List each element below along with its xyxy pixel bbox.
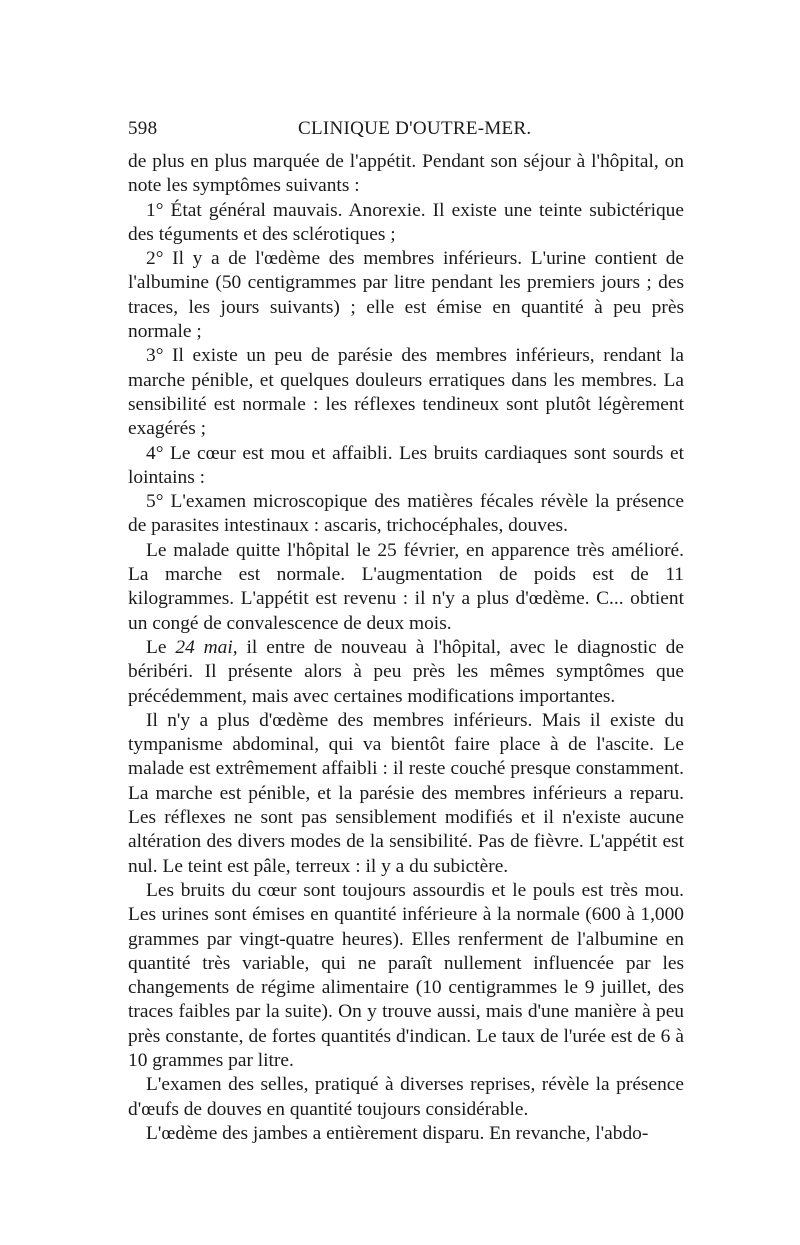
running-head [128,118,678,148]
paragraph: L'œdème des jambes a entièrement disparu. En revanche, l'abdo- [146,1122,649,1144]
running-title: CLINIQUE D'OUTRE-MER. [298,118,532,139]
paragraph: 5° L'examen microscopique des matières fécales révèle la présence de parasites intestinaux : ascaris, trichocéphales, douves. [128,491,684,537]
paragraph: 4° Le cœur est mou et affaibli. Les bruits cardiaques sont sourds et lointains : [128,442,684,488]
paragraph: Le malade quitte l'hôpital le 25 février, en apparence très amélioré. La marche est normale. L'augmentation de poids est de 11 kilogrammes. L'appétit est revenu : il n'y a plus d'œdème. C... obtient un congé de convalescence de deux mois. [128,539,684,634]
paragraph: 3° Il existe un peu de parésie des membres inférieurs, rendant la marche pénible, et quelques douleurs erratiques dans les membres. La sensibilité est normale : les réflexes tendineux sont plutôt légèrement exagérés ; [128,345,684,440]
body-text [128,150,684,1146]
paragraph-text: Le [146,636,176,658]
paragraph: de plus en plus marquée de l'appétit. Pendant son séjour à l'hôpital, on note les symptômes suivants : [128,151,684,197]
paragraph: 2° Il y a de l'œdème des membres inférieurs. L'urine contient de l'albumine (50 centigrammes par litre pendant les premiers jours ; des traces, les jours suivants) ; elle est émise en quantité à peu près normale ; [128,248,684,343]
paragraph [128,636,684,709]
paragraph: 1° État général mauvais. Anorexie. Il existe une teinte subictérique des téguments et des sclérotiques ; [128,199,684,245]
page-number: 598 [128,118,158,139]
paragraph: Les bruits du cœur sont toujours assourdis et le pouls est très mou. Les urines sont émises en quantité inférieure à la normale (600 à 1,000 grammes par vingt-quatre heures). Elles renferment de l'albumine en quantité très variable, qui ne paraît nullement influencée par les changements de régime alimentaire (10 centigrammes le 9 juillet, des traces faibles par la suite). On y trouve aussi, mais d'une manière à peu près constante, de fortes quantités d'indican. Le taux de l'urée est de 6 à 10 grammes par litre. [128,879,684,1071]
paragraph: Il n'y a plus d'œdème des membres inférieurs. Mais il existe du tympanisme abdominal, qui va bientôt faire place à de l'ascite. Le malade est extrêmement affaibli : il reste couché presque constamment. La marche est pénible, et la parésie des membres inférieurs a reparu. Les réflexes ne sont pas sensiblement modifiés et il n'existe aucune altération des divers modes de la sensibilité. Pas de fièvre. L'appétit est nul. Le teint est pâle, terreux : il y a du subictère. [128,709,684,877]
date-italic: 24 mai, [175,636,238,658]
paragraph: L'examen des selles, pratiqué à diverses reprises, révèle la présence d'œufs de douves en quantité toujours considérable. [128,1074,684,1120]
paragraph-text: il entre de nouveau à l'hôpital, avec le diagnostic de béribéri. Il présente alors à peu près les mêmes symptômes que précédemment, mais avec certaines modifications importantes. [128,636,684,707]
